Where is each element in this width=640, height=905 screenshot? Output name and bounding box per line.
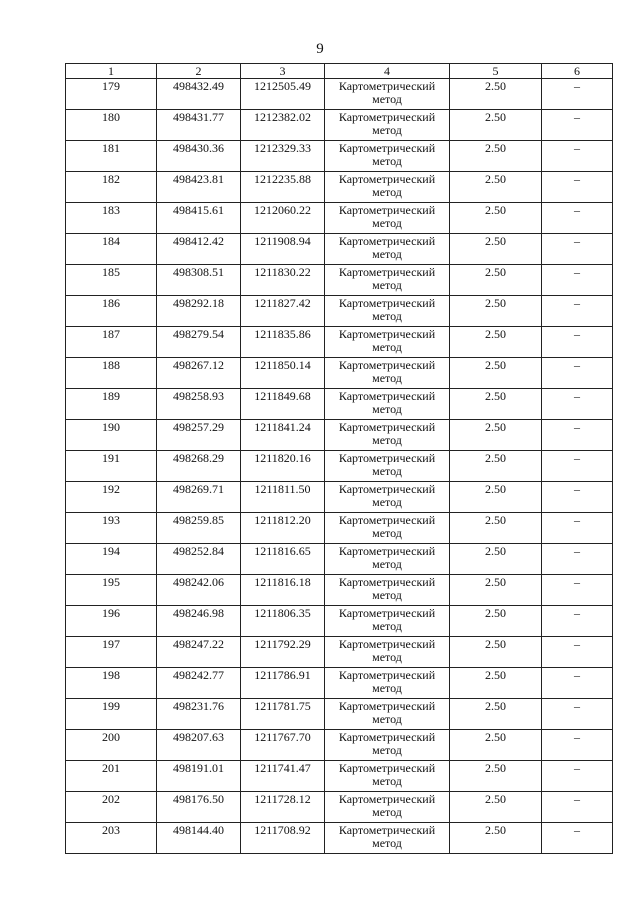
- method-line-2: метод: [372, 712, 402, 726]
- method-cell: [325, 110, 450, 141]
- table-row: [66, 327, 613, 358]
- x-coordinate-cell: 498415.61: [157, 203, 241, 234]
- note-cell: –: [542, 637, 613, 668]
- note-cell: –: [542, 172, 613, 203]
- table-row: [66, 482, 613, 513]
- column-header-6: 6: [542, 64, 613, 79]
- point-number-cell: 194: [66, 544, 157, 575]
- column-header-1: 1: [66, 64, 157, 79]
- method-line-1: Картометрический: [338, 265, 436, 279]
- method-cell: [325, 327, 450, 358]
- accuracy-cell: 2.50: [450, 761, 542, 792]
- note-cell: –: [542, 265, 613, 296]
- note-cell: –: [542, 482, 613, 513]
- note-cell: –: [542, 110, 613, 141]
- method-line-2: метод: [372, 464, 402, 478]
- accuracy-cell: 2.50: [450, 296, 542, 327]
- y-coordinate-cell: 1211741.47: [241, 761, 325, 792]
- point-number-cell: 182: [66, 172, 157, 203]
- note-cell: –: [542, 730, 613, 761]
- x-coordinate-cell: 498268.29: [157, 451, 241, 482]
- point-number-cell: 195: [66, 575, 157, 606]
- accuracy-cell: 2.50: [450, 513, 542, 544]
- point-number-cell: 185: [66, 265, 157, 296]
- accuracy-cell: 2.50: [450, 730, 542, 761]
- point-number-cell: 196: [66, 606, 157, 637]
- table-row: [66, 544, 613, 575]
- x-coordinate-cell: 498242.77: [157, 668, 241, 699]
- accuracy-cell: 2.50: [450, 110, 542, 141]
- method-cell: [325, 172, 450, 203]
- y-coordinate-cell: 1211767.70: [241, 730, 325, 761]
- table-row: [66, 79, 613, 110]
- method-line-1: Картометрический: [338, 637, 436, 651]
- table-row: [66, 420, 613, 451]
- table-row: [66, 265, 613, 296]
- accuracy-cell: 2.50: [450, 637, 542, 668]
- table-row: [66, 792, 613, 823]
- table-row: [66, 513, 613, 544]
- method-line-1: Картометрический: [338, 823, 436, 837]
- method-cell: [325, 513, 450, 544]
- table-row: [66, 234, 613, 265]
- method-line-1: Картометрический: [338, 172, 436, 186]
- table-row: [66, 575, 613, 606]
- x-coordinate-cell: 498231.76: [157, 699, 241, 730]
- y-coordinate-cell: 1211820.16: [241, 451, 325, 482]
- x-coordinate-cell: 498242.06: [157, 575, 241, 606]
- method-line-1: Картометрический: [338, 141, 436, 155]
- note-cell: –: [542, 668, 613, 699]
- point-number-cell: 188: [66, 358, 157, 389]
- method-line-2: метод: [372, 495, 402, 509]
- point-number-cell: 198: [66, 668, 157, 699]
- y-coordinate-cell: 1211792.29: [241, 637, 325, 668]
- x-coordinate-cell: 498247.22: [157, 637, 241, 668]
- note-cell: –: [542, 792, 613, 823]
- table-row: [66, 606, 613, 637]
- column-header-5: 5: [450, 64, 542, 79]
- method-line-2: метод: [372, 743, 402, 757]
- point-number-cell: 202: [66, 792, 157, 823]
- table-row: [66, 358, 613, 389]
- point-number-cell: 179: [66, 79, 157, 110]
- method-cell: [325, 792, 450, 823]
- method-line-1: Картометрический: [338, 575, 436, 589]
- coordinates-table: [65, 63, 613, 854]
- x-coordinate-cell: 498258.93: [157, 389, 241, 420]
- note-cell: –: [542, 544, 613, 575]
- x-coordinate-cell: 498144.40: [157, 823, 241, 854]
- y-coordinate-cell: 1211806.35: [241, 606, 325, 637]
- method-line-1: Картометрический: [338, 234, 436, 248]
- table-header-row: [66, 64, 613, 79]
- method-line-2: метод: [372, 371, 402, 385]
- method-line-2: метод: [372, 681, 402, 695]
- method-line-2: метод: [372, 92, 402, 106]
- accuracy-cell: 2.50: [450, 575, 542, 606]
- point-number-cell: 197: [66, 637, 157, 668]
- method-line-2: метод: [372, 805, 402, 819]
- method-cell: [325, 699, 450, 730]
- y-coordinate-cell: 1211781.75: [241, 699, 325, 730]
- y-coordinate-cell: 1212329.33: [241, 141, 325, 172]
- y-coordinate-cell: 1211786.91: [241, 668, 325, 699]
- x-coordinate-cell: 498430.36: [157, 141, 241, 172]
- method-cell: [325, 79, 450, 110]
- method-cell: [325, 296, 450, 327]
- table-row: [66, 296, 613, 327]
- accuracy-cell: 2.50: [450, 234, 542, 265]
- y-coordinate-cell: 1212382.02: [241, 110, 325, 141]
- method-cell: [325, 823, 450, 854]
- y-coordinate-cell: 1211841.24: [241, 420, 325, 451]
- method-line-1: Картометрический: [338, 699, 436, 713]
- table-row: [66, 637, 613, 668]
- method-line-2: метод: [372, 836, 402, 850]
- accuracy-cell: 2.50: [450, 699, 542, 730]
- method-line-1: Картометрический: [338, 110, 436, 124]
- note-cell: –: [542, 761, 613, 792]
- method-line-1: Картометрический: [338, 792, 436, 806]
- note-cell: –: [542, 234, 613, 265]
- x-coordinate-cell: 498412.42: [157, 234, 241, 265]
- method-cell: [325, 141, 450, 172]
- accuracy-cell: 2.50: [450, 203, 542, 234]
- method-line-2: метод: [372, 185, 402, 199]
- note-cell: –: [542, 420, 613, 451]
- accuracy-cell: 2.50: [450, 451, 542, 482]
- accuracy-cell: 2.50: [450, 792, 542, 823]
- accuracy-cell: 2.50: [450, 482, 542, 513]
- method-line-2: метод: [372, 154, 402, 168]
- y-coordinate-cell: 1211835.86: [241, 327, 325, 358]
- method-line-1: Картометрический: [338, 544, 436, 558]
- point-number-cell: 190: [66, 420, 157, 451]
- x-coordinate-cell: 498308.51: [157, 265, 241, 296]
- method-line-1: Картометрический: [338, 451, 436, 465]
- table-row: [66, 761, 613, 792]
- method-cell: [325, 761, 450, 792]
- y-coordinate-cell: 1212060.22: [241, 203, 325, 234]
- method-line-1: Картометрический: [338, 358, 436, 372]
- method-line-1: Картометрический: [338, 668, 436, 682]
- x-coordinate-cell: 498207.63: [157, 730, 241, 761]
- column-header-4: 4: [325, 64, 450, 79]
- table-row: [66, 203, 613, 234]
- method-line-1: Картометрический: [338, 389, 436, 403]
- note-cell: –: [542, 358, 613, 389]
- method-line-1: Картометрический: [338, 79, 436, 93]
- accuracy-cell: 2.50: [450, 606, 542, 637]
- method-cell: [325, 420, 450, 451]
- accuracy-cell: 2.50: [450, 172, 542, 203]
- method-line-2: метод: [372, 774, 402, 788]
- y-coordinate-cell: 1211728.12: [241, 792, 325, 823]
- y-coordinate-cell: 1212235.88: [241, 172, 325, 203]
- x-coordinate-cell: 498432.49: [157, 79, 241, 110]
- y-coordinate-cell: 1211811.50: [241, 482, 325, 513]
- note-cell: –: [542, 606, 613, 637]
- method-cell: [325, 358, 450, 389]
- point-number-cell: 189: [66, 389, 157, 420]
- point-number-cell: 187: [66, 327, 157, 358]
- note-cell: –: [542, 575, 613, 606]
- method-line-1: Картометрический: [338, 513, 436, 527]
- y-coordinate-cell: 1211850.14: [241, 358, 325, 389]
- note-cell: –: [542, 699, 613, 730]
- y-coordinate-cell: 1211816.18: [241, 575, 325, 606]
- x-coordinate-cell: 498246.98: [157, 606, 241, 637]
- column-header-2: 2: [157, 64, 241, 79]
- y-coordinate-cell: 1211708.92: [241, 823, 325, 854]
- accuracy-cell: 2.50: [450, 823, 542, 854]
- table-row: [66, 668, 613, 699]
- table-row: [66, 823, 613, 854]
- accuracy-cell: 2.50: [450, 358, 542, 389]
- x-coordinate-cell: 498176.50: [157, 792, 241, 823]
- table-row: [66, 451, 613, 482]
- method-line-1: Картометрический: [338, 420, 436, 434]
- method-cell: [325, 234, 450, 265]
- method-cell: [325, 606, 450, 637]
- accuracy-cell: 2.50: [450, 420, 542, 451]
- note-cell: –: [542, 823, 613, 854]
- x-coordinate-cell: 498252.84: [157, 544, 241, 575]
- accuracy-cell: 2.50: [450, 265, 542, 296]
- table-row: [66, 110, 613, 141]
- point-number-cell: 191: [66, 451, 157, 482]
- point-number-cell: 201: [66, 761, 157, 792]
- method-line-2: метод: [372, 340, 402, 354]
- method-line-1: Картометрический: [338, 327, 436, 341]
- point-number-cell: 199: [66, 699, 157, 730]
- x-coordinate-cell: 498292.18: [157, 296, 241, 327]
- method-line-2: метод: [372, 588, 402, 602]
- point-number-cell: 200: [66, 730, 157, 761]
- method-line-1: Картометрический: [338, 606, 436, 620]
- method-line-2: метод: [372, 526, 402, 540]
- method-line-2: метод: [372, 433, 402, 447]
- point-number-cell: 193: [66, 513, 157, 544]
- y-coordinate-cell: 1211812.20: [241, 513, 325, 544]
- accuracy-cell: 2.50: [450, 141, 542, 172]
- table-row: [66, 389, 613, 420]
- table-row: [66, 141, 613, 172]
- y-coordinate-cell: 1211816.65: [241, 544, 325, 575]
- x-coordinate-cell: 498257.29: [157, 420, 241, 451]
- method-line-1: Картометрический: [338, 482, 436, 496]
- method-line-2: метод: [372, 557, 402, 571]
- note-cell: –: [542, 141, 613, 172]
- point-number-cell: 186: [66, 296, 157, 327]
- x-coordinate-cell: 498269.71: [157, 482, 241, 513]
- method-line-1: Картометрический: [338, 296, 436, 310]
- method-cell: [325, 265, 450, 296]
- y-coordinate-cell: 1211908.94: [241, 234, 325, 265]
- note-cell: –: [542, 389, 613, 420]
- note-cell: –: [542, 296, 613, 327]
- y-coordinate-cell: 1211849.68: [241, 389, 325, 420]
- note-cell: –: [542, 203, 613, 234]
- accuracy-cell: 2.50: [450, 327, 542, 358]
- method-cell: [325, 203, 450, 234]
- note-cell: –: [542, 513, 613, 544]
- point-number-cell: 203: [66, 823, 157, 854]
- point-number-cell: 183: [66, 203, 157, 234]
- page-number: 9: [316, 41, 324, 57]
- method-line-1: Картометрический: [338, 761, 436, 775]
- method-cell: [325, 637, 450, 668]
- method-line-2: метод: [372, 278, 402, 292]
- method-line-2: метод: [372, 309, 402, 323]
- method-line-1: Картометрический: [338, 730, 436, 744]
- point-number-cell: 192: [66, 482, 157, 513]
- table-row: [66, 172, 613, 203]
- x-coordinate-cell: 498423.81: [157, 172, 241, 203]
- method-cell: [325, 730, 450, 761]
- point-number-cell: 180: [66, 110, 157, 141]
- method-cell: [325, 668, 450, 699]
- method-line-1: Картометрический: [338, 203, 436, 217]
- method-line-2: метод: [372, 216, 402, 230]
- column-header-3: 3: [241, 64, 325, 79]
- note-cell: –: [542, 327, 613, 358]
- x-coordinate-cell: 498431.77: [157, 110, 241, 141]
- y-coordinate-cell: 1212505.49: [241, 79, 325, 110]
- method-cell: [325, 575, 450, 606]
- x-coordinate-cell: 498191.01: [157, 761, 241, 792]
- accuracy-cell: 2.50: [450, 668, 542, 699]
- note-cell: –: [542, 451, 613, 482]
- point-number-cell: 184: [66, 234, 157, 265]
- note-cell: –: [542, 79, 613, 110]
- point-number-cell: 181: [66, 141, 157, 172]
- table-row: [66, 730, 613, 761]
- method-cell: [325, 482, 450, 513]
- method-line-2: метод: [372, 619, 402, 633]
- table-row: [66, 699, 613, 730]
- accuracy-cell: 2.50: [450, 79, 542, 110]
- method-cell: [325, 451, 450, 482]
- accuracy-cell: 2.50: [450, 389, 542, 420]
- method-line-2: метод: [372, 247, 402, 261]
- method-line-2: метод: [372, 123, 402, 137]
- method-cell: [325, 544, 450, 575]
- x-coordinate-cell: 498279.54: [157, 327, 241, 358]
- x-coordinate-cell: 498259.85: [157, 513, 241, 544]
- x-coordinate-cell: 498267.12: [157, 358, 241, 389]
- accuracy-cell: 2.50: [450, 544, 542, 575]
- y-coordinate-cell: 1211827.42: [241, 296, 325, 327]
- method-line-2: метод: [372, 650, 402, 664]
- method-cell: [325, 389, 450, 420]
- y-coordinate-cell: 1211830.22: [241, 265, 325, 296]
- method-line-2: метод: [372, 402, 402, 416]
